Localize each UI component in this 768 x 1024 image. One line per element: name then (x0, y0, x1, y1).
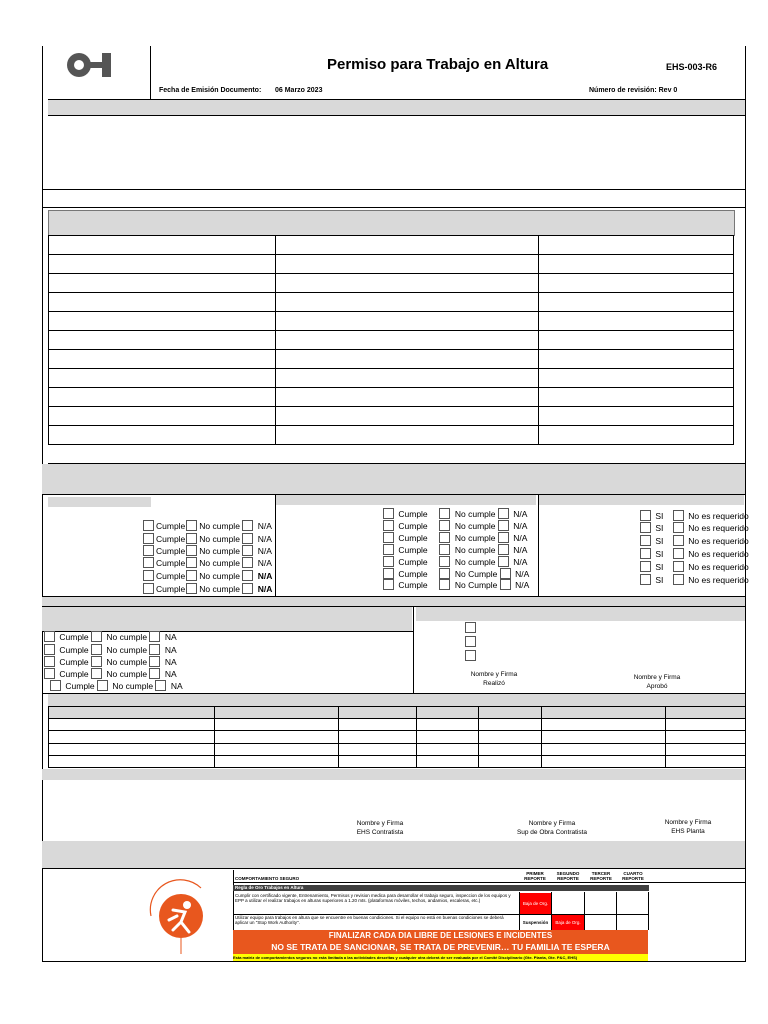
company-logo (66, 51, 128, 79)
signature-aprobo: Nombre y Firma Aprobó (633, 674, 681, 690)
matrix-title: COMPORTAMIENTO SEGURO (235, 876, 300, 881)
option-row[interactable]: Cumple No Cumple N/A (383, 569, 529, 579)
workers-table (48, 235, 734, 445)
rule-2: Utilizar equipo para trabajos en altura que se encuentre en buenas condiciones. Si el equipo no está en buenas condiciones se deberá aplicar un "Stop Work Authority". (235, 915, 504, 925)
option-row[interactable]: Cumple No cumple NA (44, 645, 177, 655)
option-row[interactable]: Cumple No cumple NA (44, 657, 177, 667)
option-row[interactable]: SI No es requerido (640, 549, 749, 559)
option-row[interactable]: Cumple No cumple N/A (143, 571, 272, 581)
issue-date: 06 Marzo 2023 (275, 87, 323, 94)
option-row[interactable]: Cumple No cumple N/A (383, 521, 527, 531)
option-row[interactable]: Cumple No cumple N/A (383, 533, 527, 543)
section-bar-workers (48, 210, 735, 236)
header (42, 46, 746, 99)
signature-sup-obra: Nombre y Firma Sup de Obra Contratista (516, 820, 588, 836)
option-row[interactable]: Cumple No cumple N/A (143, 558, 272, 568)
checkbox[interactable] (465, 622, 476, 633)
rule-title: Regla de Oro Trabajos en Altura (233, 885, 649, 891)
page-title: Permiso para Trabajo en Altura (327, 56, 549, 73)
penalty-suspension: Suspensión (522, 920, 549, 925)
option-row[interactable]: Cumple No cumple N/A (143, 521, 272, 531)
option-row[interactable]: SI No es requerido (640, 575, 749, 585)
tools-table (48, 706, 746, 768)
prevention-banner: FINALIZAR CADA DIA LIBRE DE LESIONES E INCIDENTES NO SE TRATA DE SANCIONAR, SE TRATA DE PREVENIR… TU FAMILIA TE ESPERA (233, 930, 648, 954)
section-bar-checklist (42, 464, 745, 494)
option-row[interactable]: SI No es requerido (640, 511, 749, 521)
option-row[interactable]: Cumple No cumple N/A (383, 545, 527, 555)
option-row[interactable]: Cumple No cumple NA (44, 632, 177, 642)
option-row[interactable]: Cumple No cumple N/A (143, 584, 272, 594)
penalty-baja-2: Baja de Org. (552, 915, 584, 930)
option-row[interactable]: Cumple No cumple N/A (383, 509, 527, 519)
option-row[interactable]: Cumple No cumple NA (50, 681, 183, 691)
revision-number: Número de revisión: Rev 0 (589, 87, 678, 94)
signature-realizo: Nombre y Firma Realizó (470, 671, 518, 687)
safety-icon (143, 876, 213, 956)
issue-date-label: Fecha de Emisión Documento: (159, 87, 262, 94)
option-row[interactable]: SI No es requerido (640, 562, 749, 572)
option-row[interactable]: SI No es requerido (640, 536, 749, 546)
option-row[interactable]: Cumple No Cumple N/A (383, 580, 529, 590)
checkbox[interactable] (465, 650, 476, 661)
option-row[interactable]: Cumple No cumple N/A (143, 546, 272, 556)
signature-ehs-planta: Nombre y Firma EHS Planta (664, 819, 712, 835)
checkbox[interactable] (465, 636, 476, 647)
option-row[interactable]: Cumple No cumple NA (44, 669, 177, 679)
option-row[interactable]: Cumple No cumple N/A (383, 557, 527, 567)
checkbox-stack (465, 622, 476, 661)
document-code: EHS-003-R6 (666, 62, 718, 72)
disclaimer-note: Esta matriz de comportamientos seguros no esta limitada a las actividades descritas y cualquier otra deberá de ser evaluada por el Comité Disciplinario (Gte. Planta, Gte. P&C, EHS) (233, 954, 648, 961)
signature-ehs-contratista: Nombre y Firma EHS Contratista (356, 820, 404, 836)
option-row[interactable]: Cumple No cumple N/A (143, 534, 272, 544)
option-row[interactable]: SI No es requerido (640, 523, 749, 533)
penalty-baja-1: Baja de Org. (520, 893, 551, 914)
report-headers: PRIMER REPORTE SEGUNDO REPORTE TERCER REPORTE CUARTO REPORTE (524, 871, 644, 881)
section-bar-1 (48, 99, 745, 116)
rule-1: Cumplir con certificado vigente, Entrenamiento, Permisos y revision medica para desarrollar el trabajo seguro, inspeccion de los equipos y EPP a utilizar el realizar trabajos en alturas superiores a 1.20 mts. (plataformas móviles, techos, andamios, escaleras, etc.) (235, 893, 511, 903)
